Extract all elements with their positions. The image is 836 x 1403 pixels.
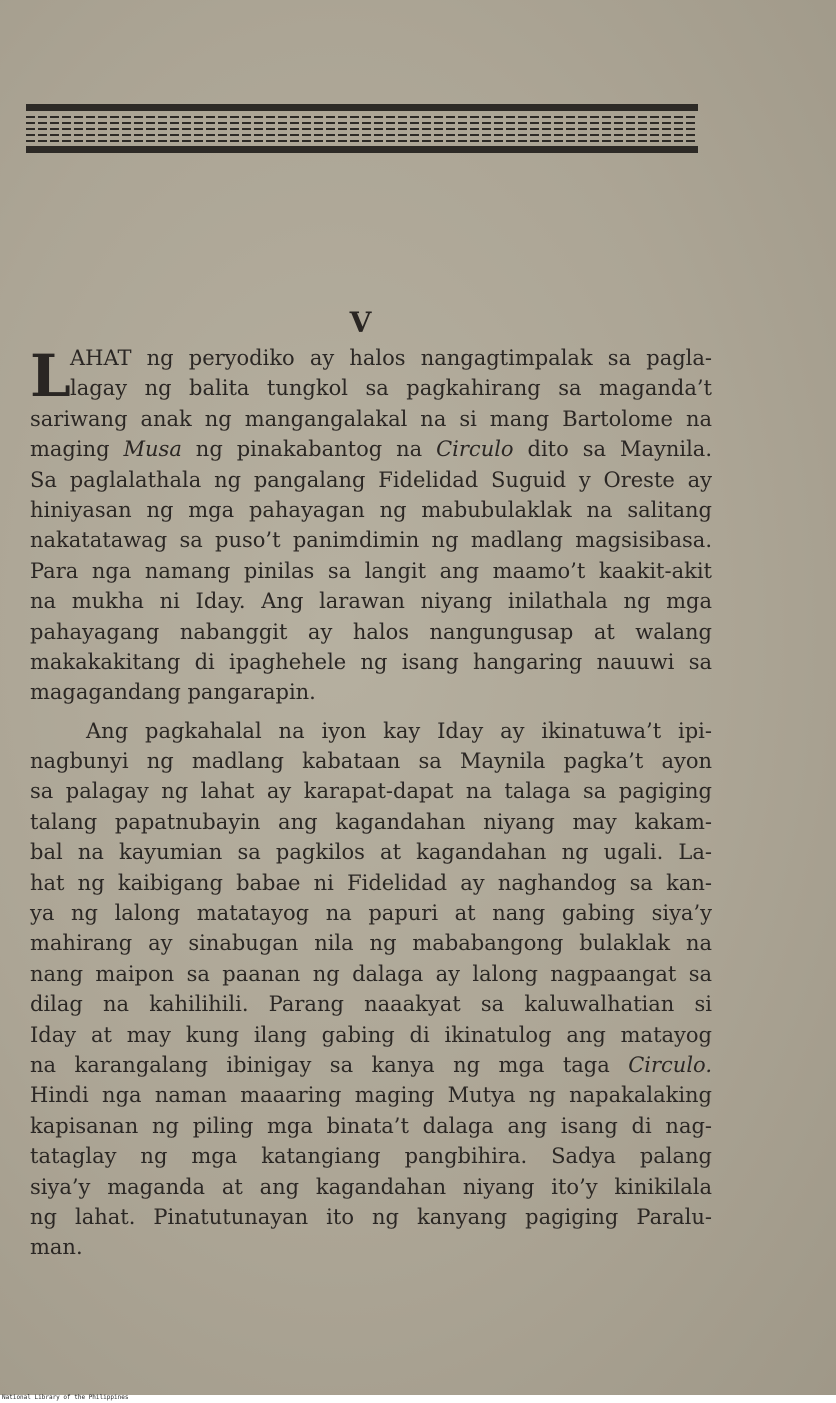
line-text: talang papatnubayin ang kagandahan niyang may kakam- [30,809,712,834]
text-line [30,1050,712,1080]
text-line [30,1232,712,1262]
line-text: ng pinakabantog na [181,437,437,462]
text-line [30,465,712,495]
chapter-body [30,343,712,1263]
line-text: mahirang ay sinabugan nila ng mababangong bulaklak na [30,931,712,956]
line-text: na mukha ni Iday. Ang larawan niyang inilathala ng mga [30,589,712,614]
line-text: nakatatawag sa puso’t panimdimin ng madlang magsisibasa. [30,528,712,553]
italic-term: Musa [123,437,182,462]
text-line [30,1080,712,1110]
text-line [30,928,712,958]
line-text: nang maipon sa paanan ng dalaga ay lalong nagpaangat sa [30,961,712,986]
line-text: magagandang pangarapin. [30,680,316,705]
footer-bar [0,1395,836,1403]
text-line [30,1111,712,1141]
text-line [30,1172,712,1202]
line-text: tataglay ng mga katangiang pangbihira. Sadya palang [30,1144,712,1169]
text-line [30,434,712,464]
line-text: hat ng kaibigang babae ni Fidelidad ay naghandog sa kan- [30,870,712,895]
line-text: siya’y maganda at ang kagandahan niyang ito’y kinikilala [30,1174,712,1199]
line-text: Iday at may kung ilang gabing di ikinatulog ang matayog [30,1022,712,1047]
paragraph [30,716,712,1263]
line-text: hiniyasan ng mga pahayagan ng mabubulaklak na salitang [30,497,712,522]
line-text: nagbunyi ng madlang kabataan sa Maynila pagka’t ayon [30,749,712,774]
text-line [30,746,712,776]
drop-cap-letter: L [30,342,71,410]
line-text: Ang pagkahalal na iyon kay Iday ay ikinatuwa’t ipi- [86,718,712,743]
text-line [30,617,712,647]
line-text: sa palagay ng lahat ay karapat-dapat na talaga sa pagiging [30,779,712,804]
line-text: kapisanan ng piling mga binata’t dalaga ang isang di nag- [30,1113,712,1138]
line-text: AHAT ng peryodiko ay halos nangagtimpalak sa pagla- [70,346,712,370]
text-line [30,373,712,403]
line-text: man. [30,1235,83,1260]
line-text: dilag na kahilihili. Parang naaakyat sa kaluwalhatian si [30,992,712,1017]
line-text: Sa paglalathala ng pangalang Fidelidad Suguid y Oreste ay [30,467,712,492]
text-line [30,556,712,586]
paragraph [30,343,712,708]
header-ornament-rule [26,100,698,156]
text-line [30,989,712,1019]
line-text: Para nga namang pinilas sa langit ang maamo’t kaakit-akit [30,558,712,583]
italic-term: Circulo. [628,1052,712,1077]
line-text: pahayagang nabanggit ay halos nangungusap at walang [30,619,712,644]
line-text: sariwang anak ng mangangalakal na si mang Bartolome na [30,406,712,431]
text-line [30,404,712,434]
text-line [30,716,712,746]
text-line [30,776,712,806]
text-line [30,868,712,898]
line-text: na karangalang ibinigay sa kanya ng mga taga [30,1052,629,1077]
text-line [30,1202,712,1232]
line-text: bal na kayumian sa pagkilos at kagandahan ng ugali. La- [30,840,712,865]
line-text: maging [30,437,124,462]
text-line [30,647,712,677]
text-line [30,1141,712,1171]
line-text: lagay ng balita tungkol sa pagkahirang sa maganda’t [70,376,712,401]
line-text: makakakitang di ipaghehele ng isang hangaring nauuwi sa [30,649,712,674]
line-text: ng lahat. Pinatutunayan ito ng kanyang pagiging Paralu- [30,1204,712,1229]
line-text: Hindi nga naman maaaring maging Mutya ng napakalaking [30,1083,712,1108]
text-line [30,837,712,867]
line-text: ya ng lalong matatayog na papuri at nang gabing siya’y [30,901,712,926]
text-line [30,495,712,525]
text-line [30,343,712,373]
text-line [30,586,712,616]
text-line [30,959,712,989]
text-line [30,1020,712,1050]
text-line [30,677,712,707]
text-line [30,525,712,555]
line-text: dito sa Maynila. [513,437,712,462]
italic-term: Circulo [436,437,514,462]
text-line [30,898,712,928]
chapter-heading: V [349,306,373,339]
library-credit: National Library of the Philippines [2,1394,129,1401]
text-line [30,807,712,837]
